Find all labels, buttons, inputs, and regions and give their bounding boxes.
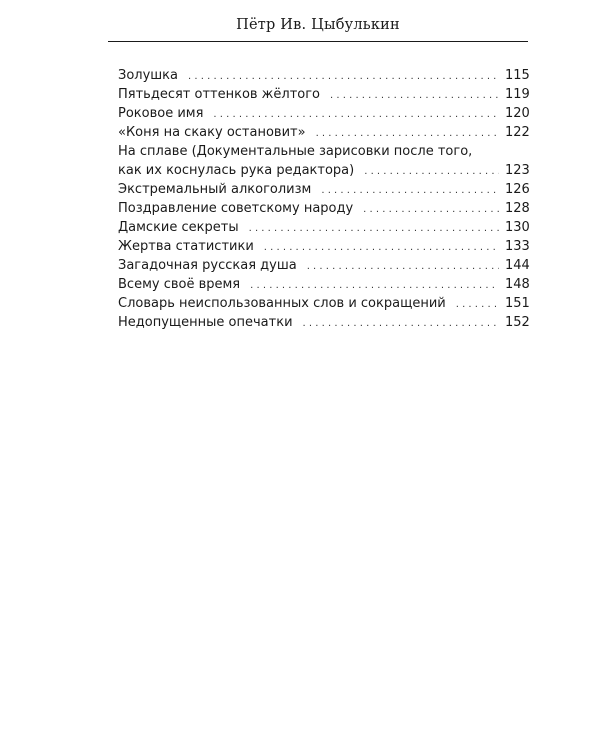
toc-entry-title: Пятьдесят оттенков жёлтого <box>118 87 321 102</box>
toc-entry-page: 148 <box>505 277 530 292</box>
toc-entry-title: Всему своё время <box>118 277 241 292</box>
toc-entry-title-line2: как их коснулась рука редактора) <box>118 163 355 178</box>
toc-entry[interactable] <box>118 85 530 104</box>
toc-entry-page: 144 <box>505 258 530 273</box>
dot-leader <box>188 67 499 86</box>
dot-leader <box>264 238 499 257</box>
dot-leader <box>303 314 499 333</box>
toc-entry-title: «Коня на скаку остановит» <box>118 125 306 140</box>
toc-entry[interactable] <box>118 294 530 313</box>
dot-leader <box>456 295 499 314</box>
dot-leader <box>364 162 499 181</box>
toc-entry-title-line2-row <box>118 161 530 180</box>
dot-leader <box>330 86 499 105</box>
toc-entry-title: Золушка <box>118 68 179 83</box>
toc-entry-page: 126 <box>505 182 530 197</box>
dot-leader <box>321 181 499 200</box>
toc-entry-title: Загадочная русская душа <box>118 258 297 273</box>
toc-entry-title: Жертва статистики <box>118 239 254 254</box>
toc-entry-page: 115 <box>505 68 530 83</box>
toc-entry-title: Дамские секреты <box>118 220 239 235</box>
toc-entry[interactable] <box>118 313 530 332</box>
dot-leader <box>213 105 499 124</box>
toc-entry-title: Словарь неиспользованных слов и сокращений <box>118 296 446 311</box>
toc-entry-page: 133 <box>505 239 530 254</box>
dot-leader <box>363 200 499 219</box>
toc-entry[interactable] <box>118 123 530 142</box>
dot-leader <box>316 124 499 143</box>
toc-entry[interactable] <box>118 199 530 218</box>
toc-entry-title: Экстремальный алкоголизм <box>118 182 312 197</box>
toc-entry[interactable] <box>118 275 530 294</box>
running-head: Пётр Ив. Цыбулькин <box>236 17 400 33</box>
toc-entry-page: 130 <box>505 220 530 235</box>
toc-entry[interactable] <box>118 104 530 123</box>
toc-entry[interactable] <box>118 66 530 85</box>
toc-entry-page: 119 <box>505 87 530 102</box>
toc-entry[interactable] <box>118 142 530 180</box>
toc-entry-title: Поздравление советскому народу <box>118 201 354 216</box>
toc-entry-page: 120 <box>505 106 530 121</box>
toc-entry-title-line1: На сплаве (Документальные зарисовки после того, <box>118 144 473 159</box>
toc-entry-page: 152 <box>505 315 530 330</box>
toc-entry[interactable] <box>118 180 530 199</box>
toc-entry-title: Роковое имя <box>118 106 204 121</box>
toc-entry[interactable] <box>118 218 530 237</box>
toc-entry-title: Недопущенные опечатки <box>118 315 293 330</box>
toc-entry[interactable] <box>118 256 530 275</box>
toc-entry-page: 122 <box>505 125 530 140</box>
table-of-contents <box>118 66 530 332</box>
header-rule <box>108 41 528 42</box>
dot-leader <box>307 257 499 276</box>
toc-entry-page: 151 <box>505 296 530 311</box>
toc-entry-page: 128 <box>505 201 530 216</box>
toc-entry-page: 123 <box>505 163 530 178</box>
dot-leader <box>249 219 499 238</box>
toc-entry[interactable] <box>118 237 530 256</box>
dot-leader <box>250 276 499 295</box>
